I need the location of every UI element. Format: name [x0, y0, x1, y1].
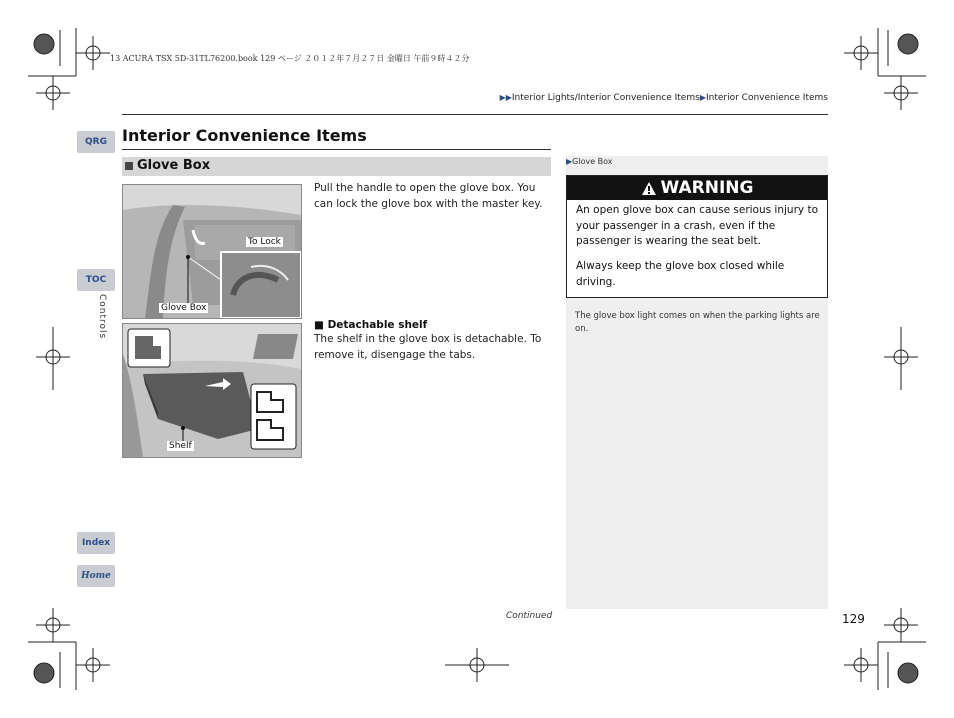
home-button[interactable]: Home — [77, 565, 115, 587]
section-label: Controls — [97, 294, 107, 340]
index-button[interactable]: Index — [77, 532, 115, 554]
breadcrumb-arrow-icon: ▶▶ — [499, 93, 512, 102]
glove-box-light-note: The glove box light comes on when the parking lights are on. — [575, 311, 820, 334]
reference-arrow-icon: ▶ — [566, 157, 573, 166]
warning-header — [567, 176, 827, 200]
to-lock-label: To Lock — [248, 237, 281, 247]
warning-text-1: An open glove box can cause serious injury to your passenger in a crash, even if the passenger is wearing the seat belt. — [576, 204, 818, 247]
page-title: Interior Convenience Items — [122, 126, 367, 145]
instruction-text: Pull the handle to open the glove box. You can lock the glove box with the master key. — [314, 182, 543, 210]
toc-button[interactable]: TOC — [77, 269, 115, 291]
warning-box — [566, 175, 828, 298]
warning-title: WARNING — [660, 178, 754, 198]
bullet-square-icon: ■ — [314, 319, 328, 331]
header-rule — [122, 114, 828, 115]
print-header: 13 ACURA TSX 5D-31TL76200.book 129 ページ ２０１２年７月２７日 金曜日 午前９時４２分 — [110, 54, 470, 63]
detachable-shelf — [314, 319, 546, 363]
title-rule — [122, 149, 551, 150]
warning-triangle-icon — [641, 181, 657, 196]
breadcrumb-current: Interior Convenience Items — [705, 93, 828, 103]
breadcrumb-link-interior-lights[interactable]: Interior Lights/Interior Convenience Items — [511, 93, 700, 103]
breadcrumb — [500, 93, 828, 103]
detachable-heading-text: Detachable shelf — [327, 319, 428, 331]
section-square-icon — [125, 162, 133, 170]
shelf-photo — [122, 323, 302, 458]
section-title: Glove Box — [137, 158, 211, 173]
glove-box-photo — [122, 184, 302, 319]
side-reference-text: Glove Box — [572, 157, 613, 166]
glove-box-illustration — [123, 185, 301, 318]
detachable-heading — [314, 319, 546, 331]
detachable-text: The shelf in the glove box is detachable. To remove it, disengage the tabs. — [314, 333, 542, 361]
shelf-label: Shelf — [169, 441, 192, 451]
breadcrumb-arrow-icon: ▶ — [699, 93, 706, 102]
glove-box-label: Glove Box — [161, 303, 207, 313]
section-header — [122, 157, 551, 176]
qrg-button[interactable]: QRG — [77, 131, 115, 153]
continued-label: Continued — [506, 611, 553, 621]
page-number: 129 — [842, 612, 865, 626]
warning-text-2: Always keep the glove box closed while driving. — [576, 260, 785, 288]
side-reference — [566, 157, 613, 166]
shelf-illustration — [123, 324, 301, 457]
